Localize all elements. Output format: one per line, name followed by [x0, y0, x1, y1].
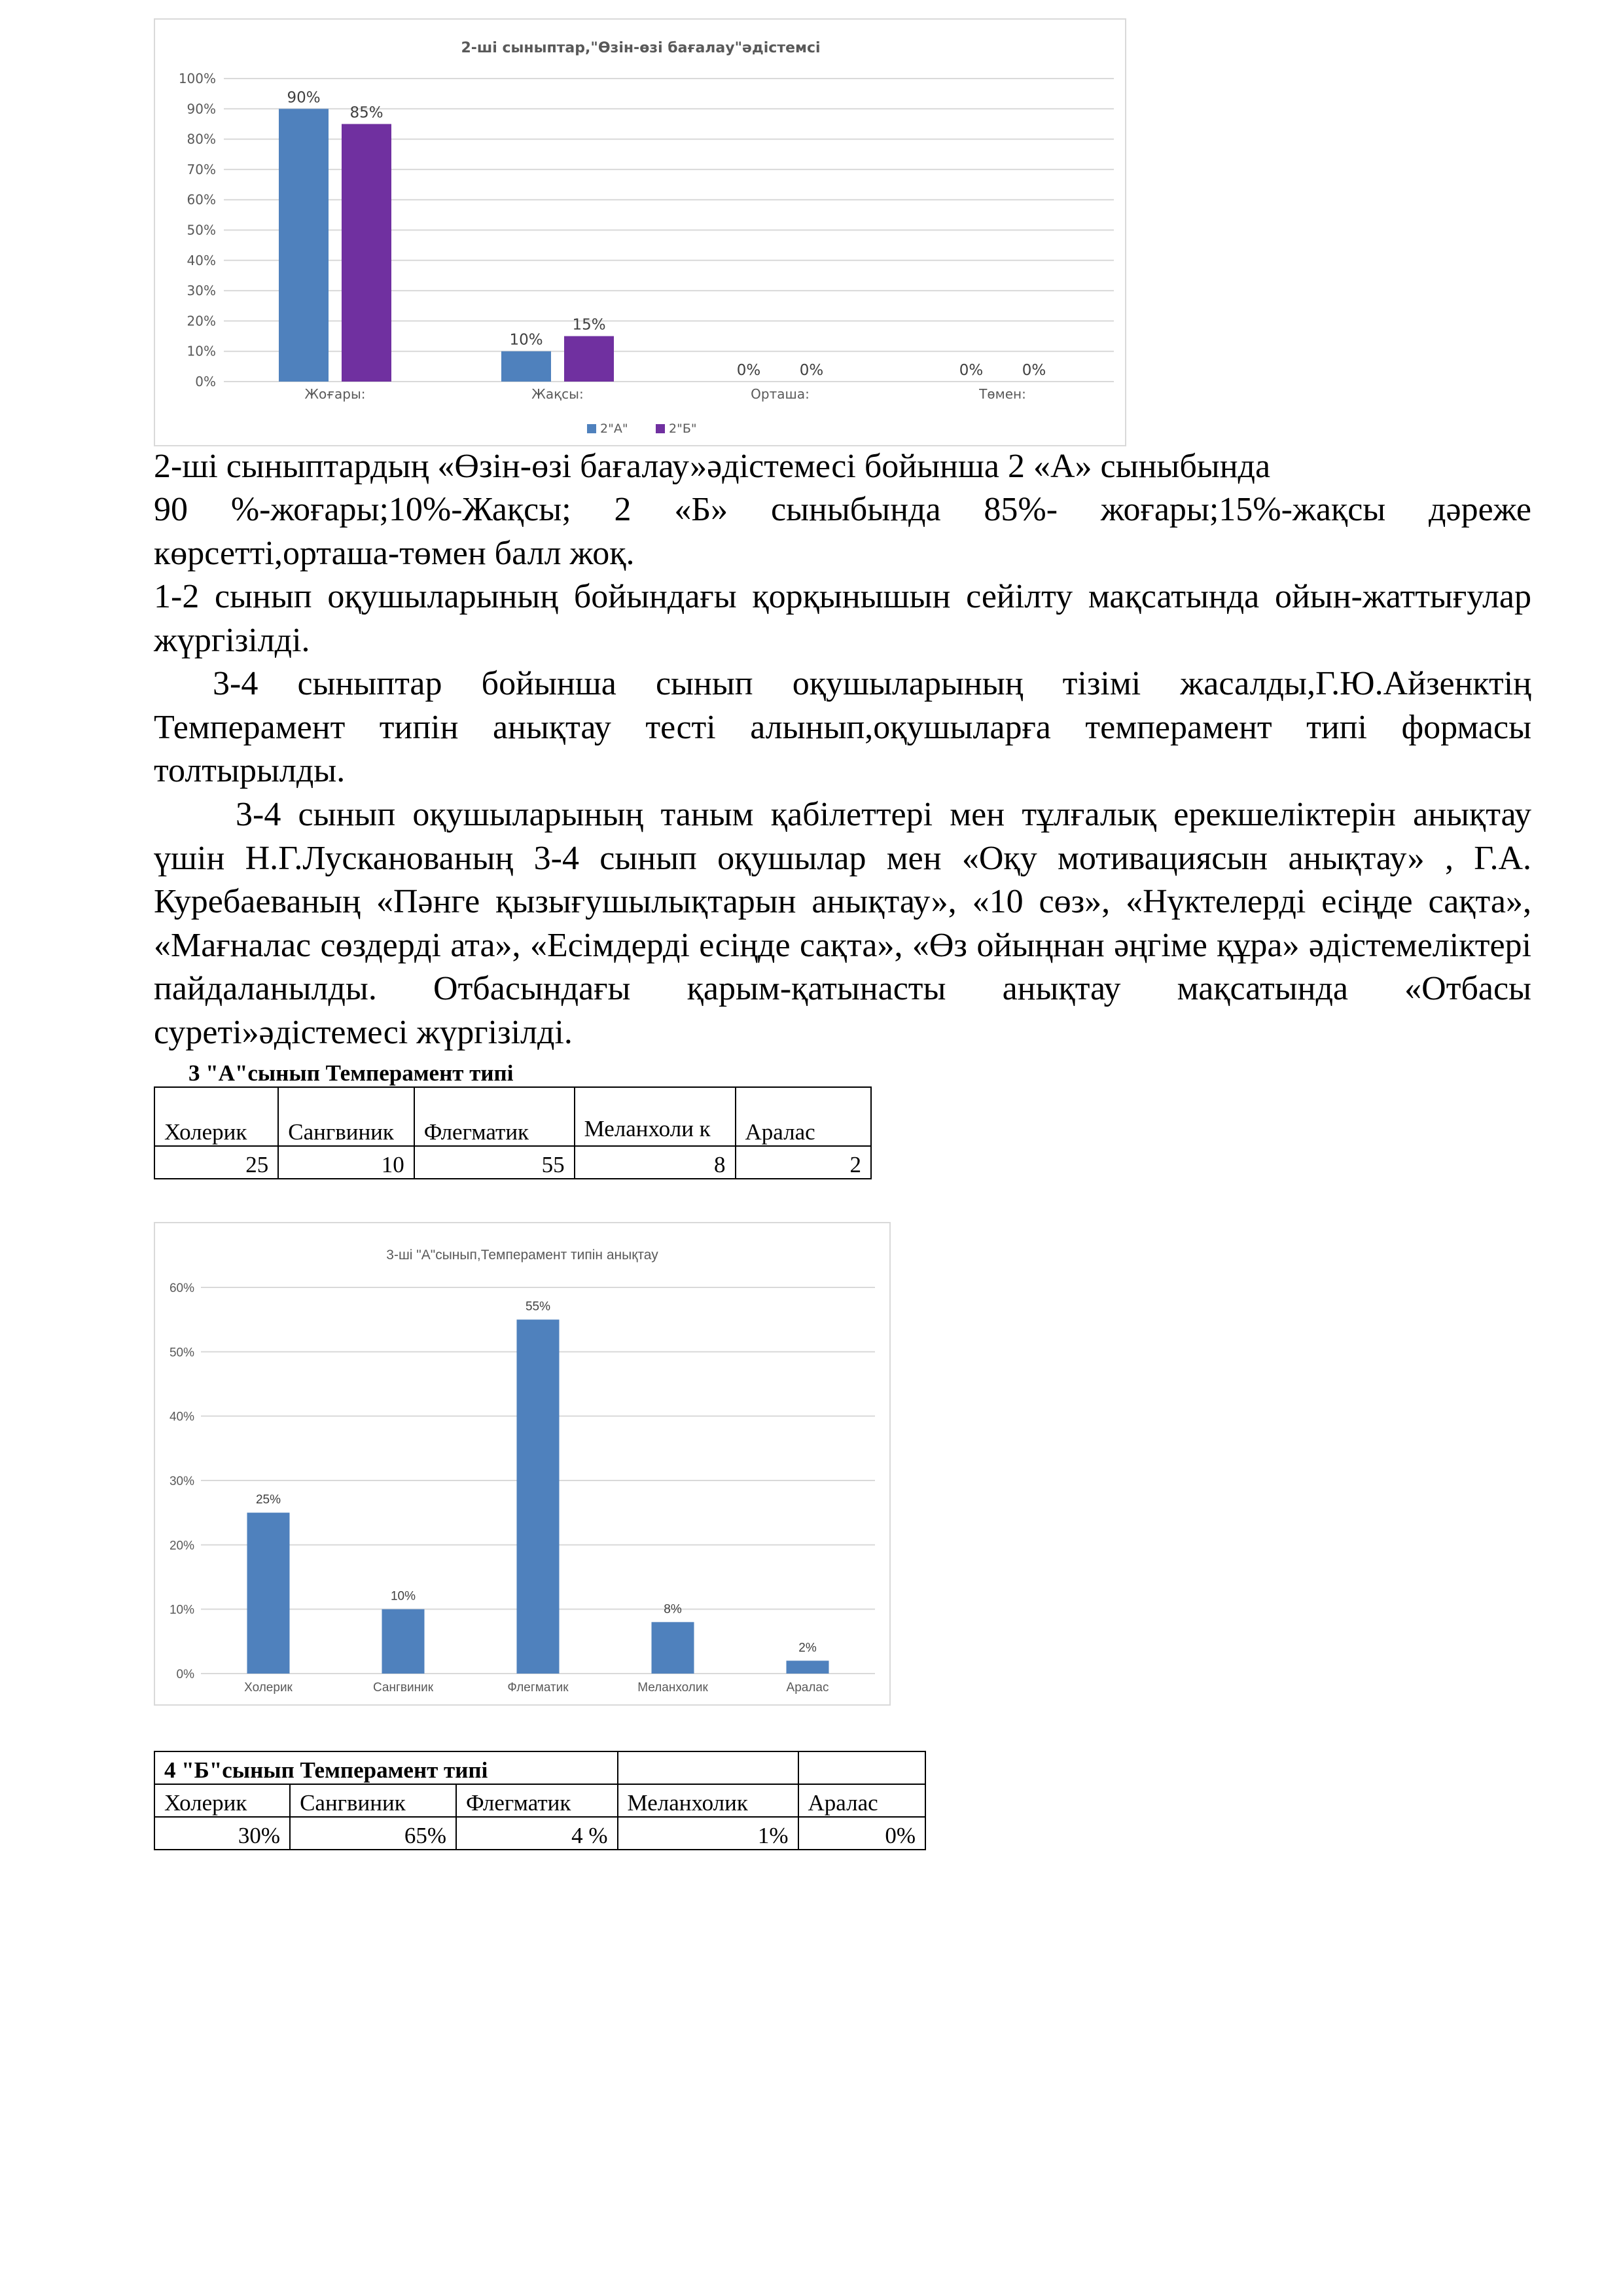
table1-header: Холерик: [154, 1087, 278, 1146]
y-tick-label: 50%: [169, 1346, 194, 1360]
paragraph-4: 3-4 сыныптар бойынша сынып оқушыларының тізімі жасалды,Г.Ю.Айзенктің Темперамент типін анықтау тесті алынып,оқушыларға темперамент типі формасы толтырылды.: [154, 665, 1531, 789]
table1-cell: 2: [736, 1146, 872, 1179]
table2-cell: 30%: [154, 1817, 290, 1850]
data-label: 85%: [349, 104, 383, 122]
x-tick-label: Жақсы:: [531, 386, 584, 402]
table2-header: Аралас: [798, 1784, 925, 1817]
x-tick-label: Сангвиник: [372, 1681, 434, 1695]
table1-header: Сангвиник: [278, 1087, 414, 1146]
paragraph-2: 90 %-жоғары;10%-Жақсы; 2 «Б» сыныбында 85%- жоғары;15%-жақсы дәреже көрсетті,орташа-төмен балл жоқ.: [154, 491, 1531, 572]
data-label: 8%: [664, 1602, 682, 1617]
paragraph-3: 1-2 сынып оқушыларының бойындағы қорқынышын сейілту мақсатында ойын-жаттығулар жүргізілді.: [154, 578, 1531, 659]
y-tick-label: 0%: [195, 374, 216, 389]
bar: [501, 351, 551, 382]
x-tick-label: Аралас: [786, 1681, 829, 1695]
data-label: 10%: [390, 1589, 416, 1604]
table2-header: Сангвиник: [290, 1784, 456, 1817]
bar: [652, 1622, 694, 1674]
table1-cell: 8: [575, 1146, 736, 1179]
chart-title: 2-ші сыныптар,"Өзін-өзі бағалау"әдістемсі: [461, 40, 821, 56]
table2-cell: 65%: [290, 1817, 456, 1850]
bar: [382, 1609, 425, 1674]
chart-title: 3-ші "А"сынып,Темперамент типін анықтау: [386, 1247, 658, 1263]
bar: [564, 336, 614, 382]
table2-cell: 4 %: [456, 1817, 618, 1850]
bar: [787, 1660, 829, 1674]
bar: [517, 1319, 560, 1674]
data-label: 0%: [736, 362, 761, 379]
x-tick-label: Меланхолик: [637, 1681, 708, 1695]
bar: [247, 1513, 290, 1674]
x-tick-label: Төмен:: [979, 386, 1026, 402]
paragraph-1: 2-ші сыныптардың «Өзін-өзі бағалау»әдістемесі бойынша 2 «А» сыныбында: [154, 448, 1271, 485]
table1-cell: 25: [154, 1146, 278, 1179]
y-tick-label: 30%: [187, 283, 216, 299]
data-label: 25%: [255, 1493, 281, 1507]
y-tick-label: 60%: [169, 1282, 194, 1295]
y-tick-label: 70%: [187, 161, 216, 177]
table2-empty-cell: [798, 1751, 925, 1784]
bar: [342, 124, 391, 382]
self-assessment-chart: [154, 18, 1126, 446]
bar: [279, 109, 329, 382]
data-label: 2%: [798, 1641, 817, 1655]
x-tick-label: Орташа:: [751, 386, 810, 402]
temperament-chart: [154, 1222, 891, 1706]
table1-header: Флегматик: [414, 1087, 575, 1146]
table1-header: Меланхоли к: [575, 1087, 736, 1146]
y-tick-label: 60%: [187, 192, 216, 208]
y-tick-label: 30%: [169, 1475, 194, 1488]
data-label: 0%: [1022, 362, 1046, 379]
y-tick-label: 50%: [187, 222, 216, 238]
table2-header: Холерик: [154, 1784, 290, 1817]
table2-cell: 0%: [798, 1817, 925, 1850]
data-label: 0%: [959, 362, 984, 379]
data-label: 0%: [799, 362, 824, 379]
y-tick-label: 10%: [187, 343, 216, 359]
data-label: 90%: [287, 89, 321, 107]
y-tick-label: 40%: [169, 1410, 194, 1424]
x-tick-label: Флегматик: [507, 1681, 569, 1695]
table1-title: 3 "А"сынып Темперамент типі: [188, 1060, 514, 1086]
data-label: 10%: [509, 331, 543, 349]
legend-swatch: [656, 424, 665, 433]
temperament-table-3a: [154, 1086, 872, 1179]
data-label: 55%: [525, 1300, 551, 1314]
x-tick-label: Жоғары:: [304, 386, 366, 402]
legend-label: 2"Б": [669, 422, 697, 436]
table2-title: 4 "Б"сынып Темперамент типі: [154, 1751, 618, 1784]
y-tick-label: 20%: [169, 1539, 194, 1553]
y-tick-label: 90%: [187, 101, 216, 117]
data-label: 15%: [572, 316, 606, 334]
table2-header: Меланхолик: [618, 1784, 798, 1817]
table2-header: Флегматик: [456, 1784, 618, 1817]
y-tick-label: 20%: [187, 313, 216, 329]
temperament-chart-svg: [155, 1223, 889, 1704]
legend-swatch: [587, 424, 596, 433]
temperament-table-4b: [154, 1751, 926, 1850]
table2-empty-cell: [618, 1751, 798, 1784]
legend-label: 2"А": [600, 422, 628, 436]
paragraph-5: 3-4 сынып оқушыларының таным қабілеттері мен тұлғалық ерекшеліктерін анықтау үшін Н.Г.Лусканованың 3-4 сынып оқушылар мен «Оқу мотивациясын анықтау» , Г.А. Куребаеваның «Пәнге қызығушылықтарын анықтау», «10 сөз», «Нүктелерді есіңде сақта», «Мағналас сөздерді ата», «Есімдерді есіңде сақта», «Өз ойыңнан әңгіме құра» әдістемеліктері пайдаланылды. Отбасындағы қарым-қатынасты анықтау мақсатында «Отбасы суреті»әдістемесі жүргізілді.: [154, 796, 1531, 1051]
self-assessment-chart-svg: [155, 20, 1125, 445]
table1-cell: 10: [278, 1146, 414, 1179]
y-tick-label: 10%: [169, 1603, 194, 1617]
y-tick-label: 40%: [187, 252, 216, 268]
table1-header: Аралас: [736, 1087, 872, 1146]
table2-cell: 1%: [618, 1817, 798, 1850]
y-tick-label: 100%: [178, 71, 216, 86]
y-tick-label: 80%: [187, 131, 216, 147]
y-tick-label: 0%: [176, 1668, 194, 1681]
x-tick-label: Холерик: [244, 1681, 293, 1695]
table1-cell: 55: [414, 1146, 575, 1179]
